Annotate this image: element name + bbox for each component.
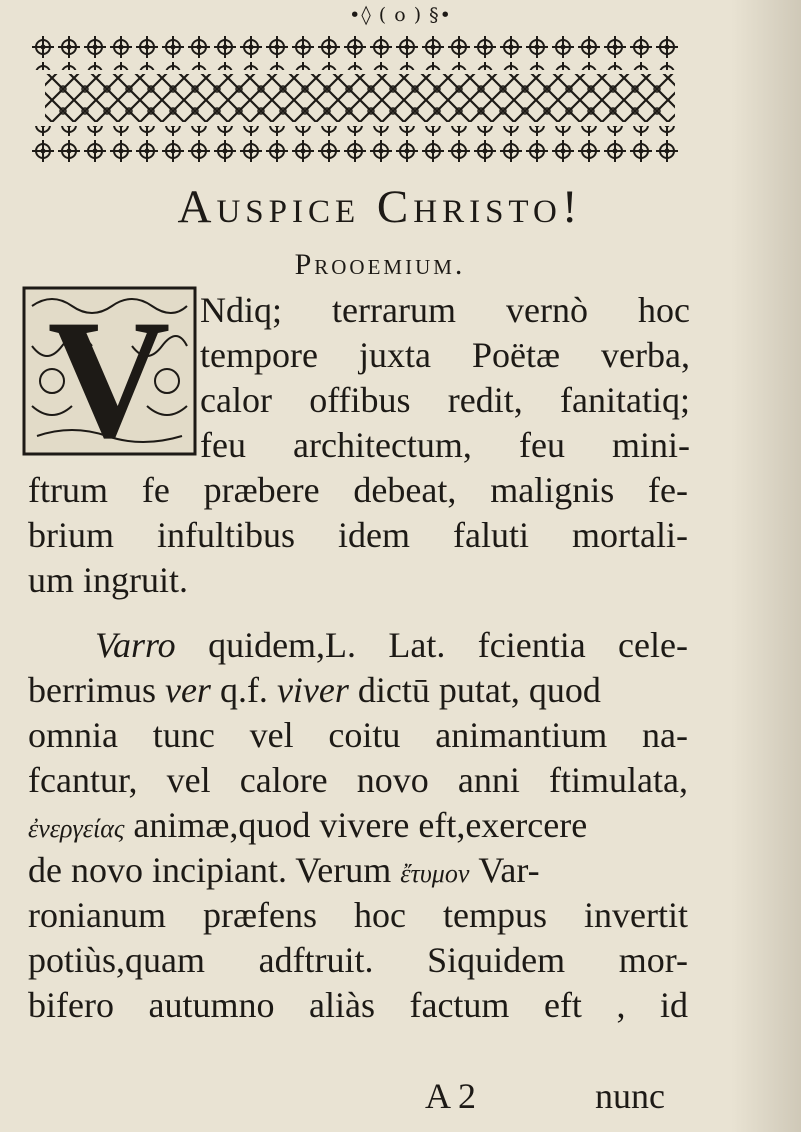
text-line: potiùs,quam adftruit. Siquidem mor- — [28, 940, 688, 980]
text-fragment: animæ,quod vivere eft,exercere — [124, 805, 588, 845]
text-line — [28, 803, 688, 851]
etymology-word: viver — [276, 670, 349, 710]
decorated-initial-icon — [22, 286, 197, 456]
text-line: ronianum præfens hoc tempus invertit — [28, 895, 688, 935]
text-fragment: quidem,L. Lat. fcientia cele- — [175, 625, 688, 665]
text-fragment: q.f. — [210, 670, 277, 710]
etymology-word: ver — [164, 670, 211, 710]
text-fragment: dictū putat, quod — [348, 670, 601, 710]
author-name: Varro — [95, 625, 176, 665]
greek-word: ἐνεργείας — [28, 814, 125, 843]
text-line — [28, 668, 688, 713]
text-line: brium infultibus idem faluti mortali- — [28, 515, 688, 555]
page-title: Auspice Christo! — [177, 181, 583, 233]
text-line: tempore juxta Poëtæ verba, — [200, 335, 690, 375]
text-line: calor offibus redit, fanitatiq; — [200, 380, 690, 420]
greek-word: ἔτυμον — [400, 859, 470, 888]
text-line: omnia tunc vel coitu animantium na- — [28, 715, 688, 755]
text-fragment: de novo incipiant. Verum — [28, 850, 401, 890]
svg-text:V: V — [47, 286, 171, 456]
text-line: fcantur, vel calore novo anni ftimulata, — [28, 760, 688, 800]
text-line — [28, 848, 688, 896]
signature-mark-footer: A 2 — [425, 1076, 477, 1116]
catchword: nunc — [595, 1076, 665, 1116]
text-fragment: Var- — [469, 850, 540, 890]
ornament-band-icon — [30, 34, 680, 164]
signature-mark: •◊ ( o ) §• — [349, 4, 452, 26]
text-fragment: berrimus — [28, 670, 165, 710]
text-line: Ndiq; terrarum vernò hoc — [200, 290, 690, 330]
text-line: bifero autumno aliàs factum eft , id — [28, 985, 688, 1025]
page-edge-shadow — [731, 0, 801, 1132]
text-line: ftrum fe præbere debeat, malignis fe- — [28, 470, 688, 510]
text-line: feu architectum, feu mini- — [200, 425, 690, 465]
section-heading: Prooemium. — [294, 248, 466, 281]
text-line — [95, 623, 688, 668]
text-line: um ingruit. — [28, 560, 188, 600]
